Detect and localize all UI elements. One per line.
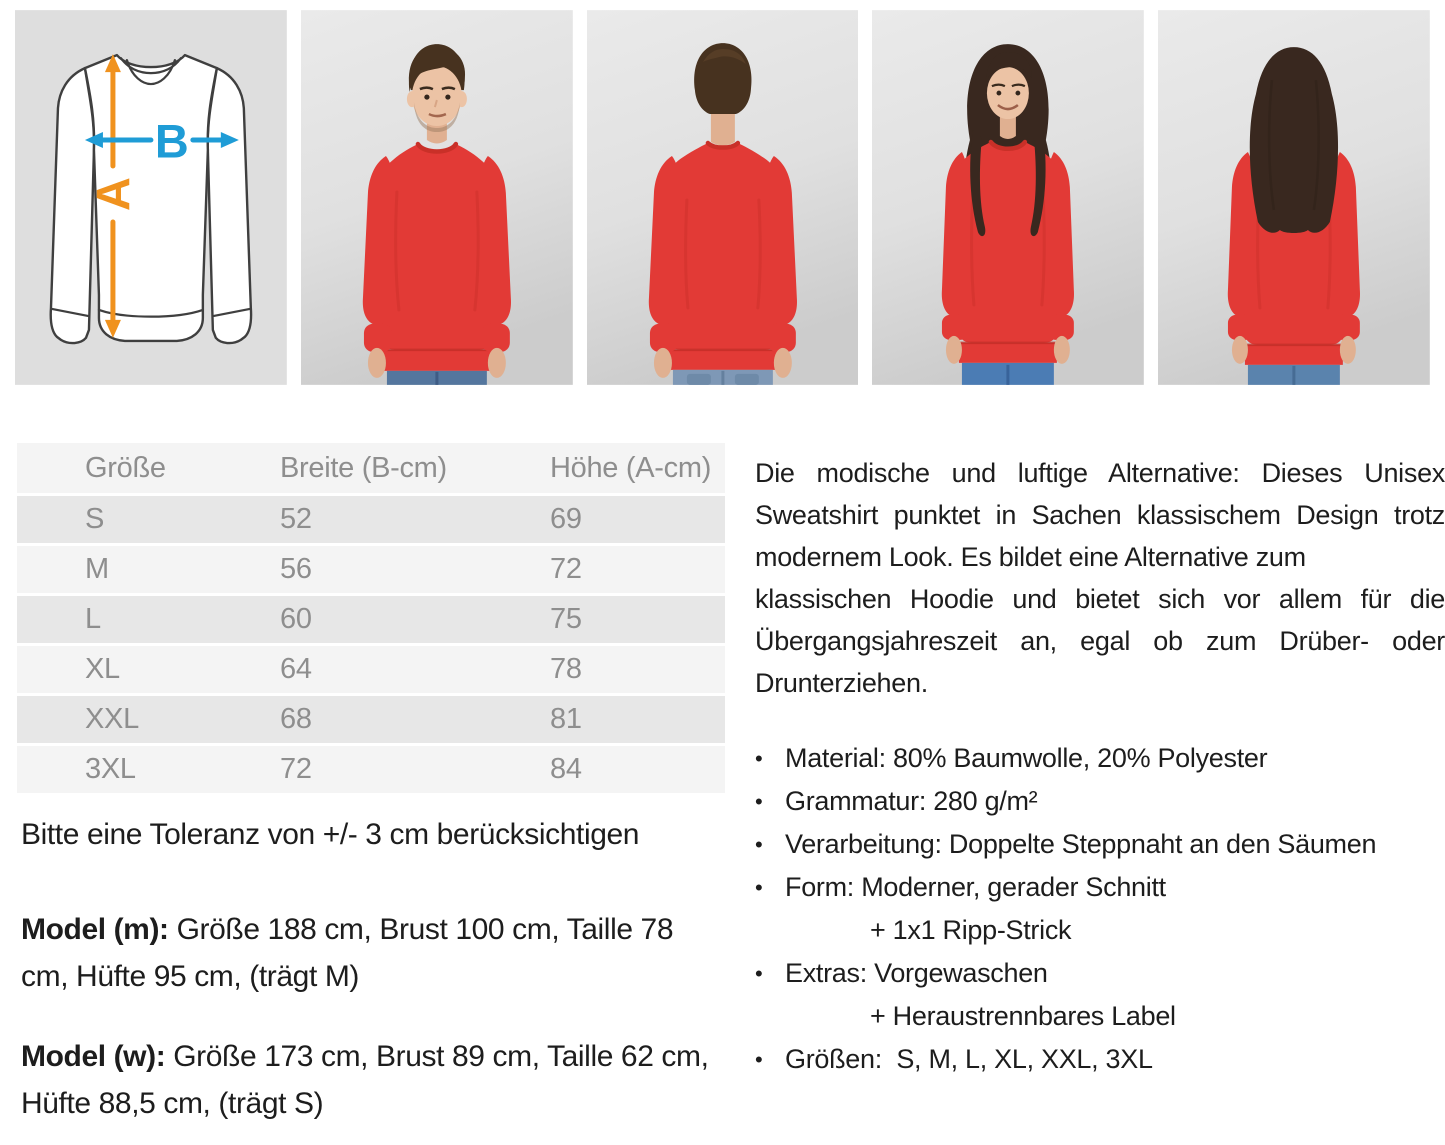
feature-verarbeitung: Verarbeitung: Doppelte Steppnaht an den Säumen (785, 829, 1377, 859)
feature-extras: Extras: Vorgewaschen (785, 958, 1048, 988)
hand (946, 336, 962, 364)
height-value: 72 (550, 553, 582, 585)
description-paragraph-2: klassischen Hoodie und bietet sich vor allem für die Übergangsjahreszeit an, egal ob zum Drüber- oder Drunterziehen. (755, 584, 1445, 698)
table-row (17, 746, 725, 793)
tolerance-note: Bitte eine Toleranz von +/- 3 cm berücksichtigen (21, 818, 640, 851)
size-value: L (85, 603, 101, 635)
right-cuff (482, 324, 510, 352)
product-gallery (15, 10, 1430, 385)
width-value: 52 (280, 503, 312, 535)
feature-form-sub: + 1x1 Ripp-Strick (870, 915, 1072, 945)
hand (488, 348, 506, 378)
bullet-icon: • (755, 1047, 763, 1072)
model-m-info (21, 906, 726, 1000)
hem-band (1245, 345, 1343, 365)
list-item (755, 866, 1445, 909)
face (987, 67, 1029, 119)
height-value: 78 (550, 653, 582, 685)
size-value: M (85, 553, 109, 585)
size-table (17, 443, 725, 796)
hand (368, 348, 386, 378)
hem-band (383, 350, 491, 371)
size-value: S (85, 503, 105, 535)
size-table-header-row (17, 443, 725, 493)
feature-grammatur: Grammatur: 280 g/m² (785, 786, 1038, 816)
right-cuff (767, 324, 795, 352)
list-item (755, 1038, 1445, 1081)
feature-material: Material: 80% Baumwolle, 20% Polyester (785, 743, 1268, 773)
left-cuff (364, 324, 392, 352)
diagram-right-sleeve (208, 68, 251, 343)
model-w-info (21, 1033, 726, 1127)
width-value: 68 (280, 703, 312, 735)
hand (1232, 336, 1248, 364)
width-value: 60 (280, 603, 312, 635)
column-header-size: Größe (85, 452, 166, 484)
hand (1340, 336, 1356, 364)
height-value: 84 (550, 753, 582, 785)
left-cuff (650, 324, 678, 352)
sweatshirt-measurement-diagram (15, 10, 287, 385)
width-label-B: B (154, 114, 189, 168)
width-value: 72 (280, 753, 312, 785)
table-row (17, 646, 725, 693)
height-value: 75 (550, 603, 582, 635)
model-m-measurements: Größe 188 cm, Brust 100 cm, Taille 78 cm, Hüfte 95 cm, (trägt M) (21, 913, 674, 993)
jeans-pocket (734, 374, 758, 385)
eye (1016, 91, 1021, 96)
female-front-illustration (872, 10, 1144, 385)
list-item (755, 952, 1445, 995)
product-description-column (755, 452, 1445, 1081)
size-value: XXL (85, 703, 139, 735)
feature-form: Form: Moderner, gerader Schnitt (785, 872, 1166, 902)
bullet-icon: • (755, 746, 763, 771)
bullet-icon: • (755, 832, 763, 857)
hair-back-long (1250, 47, 1338, 233)
eye (997, 91, 1002, 96)
bullet-icon: • (755, 875, 763, 900)
table-row (17, 596, 725, 643)
table-row (17, 696, 725, 743)
size-diagram-panel (15, 10, 287, 385)
hand (773, 348, 791, 378)
photo-male-model-front (301, 10, 573, 385)
model-w-measurements: Größe 173 cm, Brust 89 cm, Taille 62 cm, Hüfte 88,5 cm, (trägt S) (21, 1040, 709, 1120)
male-front-illustration (301, 10, 573, 385)
male-back-illustration (587, 10, 859, 385)
bullet-icon: • (755, 961, 763, 986)
column-header-height: Höhe (A-cm) (550, 452, 712, 484)
table-row (17, 546, 725, 593)
feature-extras-sub: + Heraustrennbares Label (870, 1001, 1176, 1031)
height-value: 81 (550, 703, 582, 735)
hem-band (959, 343, 1057, 363)
description-paragraph-1: Die modische und luftige Alternative: Dieses Unisex Sweatshirt punktet in Sachen klassischem Design trotz modernem Look. Es bildet eine Alternative zum (755, 458, 1445, 572)
list-item (755, 737, 1445, 780)
list-item (755, 780, 1445, 823)
column-header-width: Breite (B-cm) (280, 452, 447, 484)
table-row (17, 496, 725, 543)
photo-male-model-back (587, 10, 859, 385)
bullet-icon: • (755, 789, 763, 814)
feature-groessen: Größen: S, M, L, XL, XXL, 3XL (785, 1044, 1153, 1074)
hand (654, 348, 672, 378)
width-value: 64 (280, 653, 312, 685)
width-value: 56 (280, 553, 312, 585)
eye (445, 94, 450, 99)
photo-female-model-front (872, 10, 1144, 385)
height-label-A: A (86, 177, 140, 211)
size-value: XL (85, 653, 120, 685)
photo-female-model-back (1158, 10, 1430, 385)
model-m-label: Model (m): (21, 913, 169, 946)
feature-list (755, 737, 1445, 1081)
hand (1054, 336, 1070, 364)
sweatshirt-body (382, 144, 492, 350)
height-value: 69 (550, 503, 582, 535)
female-back-illustration (1158, 10, 1430, 385)
model-w-label: Model (w): (21, 1040, 166, 1073)
eye (424, 94, 429, 99)
hem-band (669, 350, 777, 370)
list-item (755, 823, 1445, 866)
size-value: 3XL (85, 753, 136, 785)
jeans-pocket (687, 374, 711, 385)
